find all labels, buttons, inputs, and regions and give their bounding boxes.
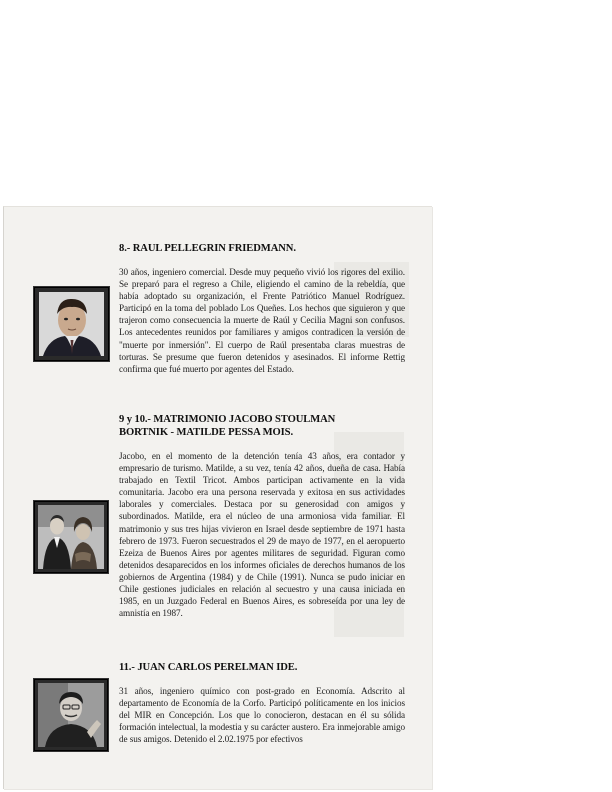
section-paragraph: 30 años, ingeniero comercial. Desde muy pequeño vivió los rigores del exilio. Se preparó para el regreso a Chile, eligiendo el camino de la rebeldía, que había adoptado su organización, el Frente Patriótico Manuel Rodríguez. Participó en la toma del poblado Los Queñes. Los hechos que siguieron y que trajeron como consecuencia la muerte de Raúl y Cecilia Magni son confusos. Los antecedentes reunidos por familiares y amigos contradicen la versión de "muerte por inmersión". El cuerpo de Raúl presentaba claras muestras de torturas. Se presume que fueron detenidos y asesinados. El informe Rettig confirma que fué muerto por agentes del Estado. — [119, 267, 405, 374]
portrait-photo-perelman — [34, 679, 108, 751]
section-paragraph: Jacobo, en el momento de la detención tenía 43 años, era contador y empresario de turismo. Matilde, a su vez, tenía 42 años, dueña de casa. Había trabajado en Textil Tricot. Ambos participan activamente en la vida comunitaria. Jacobo era una persona reservada y exitosa en sus actividades laborales y comerciales. Destaca por su generosidad con amigos y subordinados. Matilde, era el núcleo de una armoniosa vida familiar. El matrimonio y sus tres hijas vivieron en Israel desde septiembre de 1971 hasta febrero de 1973. Fueron secuestrados el 29 de mayo de 1977, en el aeropuerto Ezeiza de Buenos Aires por agentes militares de seguridad. Figuran como detenidos desaparecidos en los informes oficiales de derechos humanos de los gobiernos de Argentina (1984) y de Chile (1991). Nunca se pudo iniciar en Chile gestiones judiciales en relación al secuestro y una causa iniciada en 1985, en un Juzgado Federal en Buenos Aires, es sobreseída por una ley de amnistía en 1987. — [119, 451, 405, 619]
portrait-photo-stoulman-pessa — [34, 501, 108, 573]
section-paragraph: 31 años, ingeniero químico con post-grado en Economía. Adscrito al departamento de Economía de la Corfo. Participó políticamente en los inicios del MIR en Concepción. Los que lo conocieron, destacan en él su sólida formación intelectual, la modestia y su carácter austero. Era inmejorable amigo de sus amigos. Detenido el 2.02.1975 por efectivos — [119, 686, 405, 745]
section-heading: 9 y 10.- MATRIMONIO JACOBO STOULMAN BORTNIK - MATILDE PESSA MOIS. — [119, 414, 336, 438]
portrait-photo-raul — [34, 287, 109, 361]
section-heading: 11.- JUAN CARLOS PERELMAN IDE. — [119, 662, 298, 673]
document-page — [3, 206, 432, 789]
section-heading: 8.- RAUL PELLEGRIN FRIEDMANN. — [119, 243, 296, 254]
